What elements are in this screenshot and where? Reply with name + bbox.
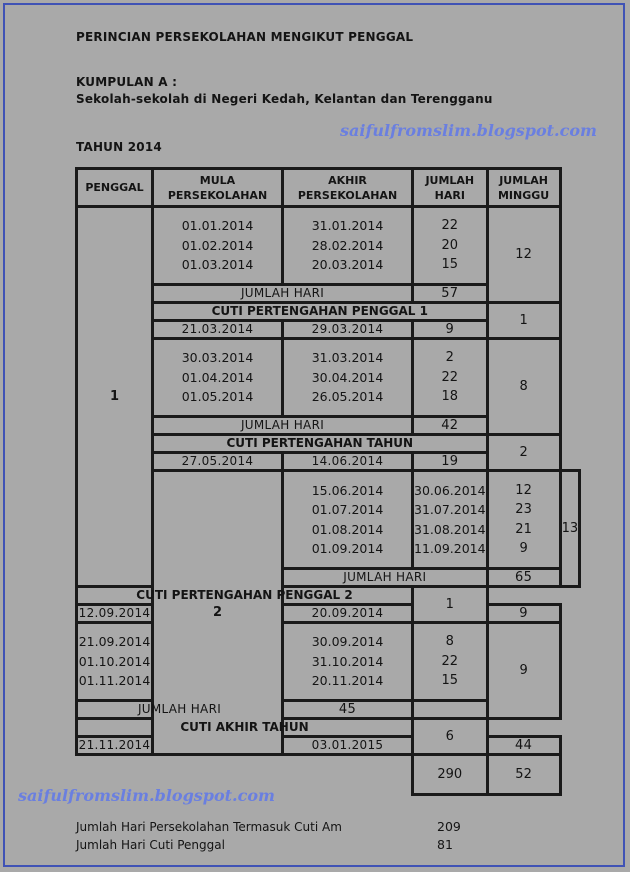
block-row bbox=[77, 623, 580, 701]
end-dates: 30.09.2014 31.10.2014 20.11.2014 bbox=[283, 623, 413, 701]
total-days: 65 bbox=[487, 569, 560, 587]
header-penggal: PENGGAL bbox=[77, 169, 153, 207]
weeks-cell: 12 bbox=[487, 207, 560, 303]
term-cell: 2 bbox=[153, 471, 283, 755]
page-title: PERINCIAN PERSEKOLAHAN MENGIKUT PENGGAL bbox=[76, 30, 414, 44]
header-jumlah-minggu: JUMLAH MINGGU bbox=[487, 169, 560, 207]
group-label: KUMPULAN A : bbox=[76, 75, 178, 89]
term-cell: 1 bbox=[77, 207, 153, 587]
year-label: TAHUN 2014 bbox=[76, 140, 162, 154]
weeks-cell: 1 bbox=[413, 587, 488, 623]
header-row bbox=[77, 169, 580, 207]
break-title-row bbox=[77, 303, 580, 321]
total-days: 57 bbox=[413, 285, 488, 303]
break-start: 12.09.2014 bbox=[77, 605, 153, 623]
summary-value: 81 bbox=[437, 837, 453, 852]
total-days: 42 bbox=[413, 417, 488, 435]
group-description: Sekolah-sekolah di Negeri Kedah, Kelantan dan Terengganu bbox=[76, 92, 493, 106]
header-mula: MULA PERSEKOLAHAN bbox=[153, 169, 283, 207]
header-jumlah-hari: JUMLAH HARI bbox=[413, 169, 488, 207]
jumlah-hari-label: JUMLAH HARI bbox=[283, 569, 488, 587]
break-days: 44 bbox=[487, 737, 560, 755]
end-dates: 31.03.2014 30.04.2014 26.05.2014 bbox=[283, 339, 413, 417]
break-row bbox=[77, 605, 580, 623]
break-title: CUTI PERTENGAHAN PENGGAL 1 bbox=[153, 303, 488, 321]
header-akhir: AKHIR PERSEKOLAHAN bbox=[283, 169, 413, 207]
start-dates: 30.03.2014 01.04.2014 01.05.2014 bbox=[153, 339, 283, 417]
break-start: 21.11.2014 bbox=[77, 737, 153, 755]
school-calendar-table bbox=[75, 167, 581, 796]
start-dates: 01.01.2014 01.02.2014 01.03.2014 bbox=[153, 207, 283, 285]
break-end: 20.09.2014 bbox=[283, 605, 413, 623]
start-dates: 21.09.2014 01.10.2014 01.11.2014 bbox=[77, 623, 153, 701]
break-row bbox=[77, 737, 580, 755]
break-end: 14.06.2014 bbox=[283, 453, 413, 471]
block-row bbox=[77, 471, 580, 569]
day-counts: 12 23 21 9 bbox=[487, 471, 560, 569]
break-title: CUTI AKHIR TAHUN bbox=[77, 719, 413, 737]
weeks-cell: 13 bbox=[560, 471, 580, 587]
break-title-row bbox=[77, 587, 580, 605]
jumlah-hari-label: JUMLAH HARI bbox=[77, 701, 283, 719]
total-days: 45 bbox=[283, 701, 413, 719]
break-end: 03.01.2015 bbox=[283, 737, 413, 755]
watermark-bottom: saifulfromslim.blogspot.com bbox=[18, 786, 275, 805]
break-start: 21.03.2014 bbox=[153, 321, 283, 339]
end-dates: 31.01.2014 28.02.2014 20.03.2014 bbox=[283, 207, 413, 285]
weeks-cell: 2 bbox=[487, 435, 560, 471]
start-dates: 15.06.2014 01.07.2014 01.08.2014 01.09.2014 bbox=[283, 471, 413, 569]
weeks-cell: 1 bbox=[487, 303, 560, 339]
watermark-top: saifulfromslim.blogspot.com bbox=[340, 121, 597, 140]
break-title: CUTI PERTENGAHAN TAHUN bbox=[153, 435, 488, 453]
break-title-row bbox=[77, 435, 580, 453]
day-counts: 8 22 15 bbox=[413, 623, 488, 701]
weeks-cell: 6 bbox=[413, 719, 488, 755]
summary-label: Jumlah Hari Persekolahan Termasuk Cuti Am bbox=[76, 820, 342, 834]
grand-total-weeks: 52 bbox=[487, 755, 560, 795]
break-end: 29.03.2014 bbox=[283, 321, 413, 339]
grand-total-days: 290 bbox=[413, 755, 488, 795]
block-row bbox=[77, 207, 580, 285]
jumlah-hari-label: JUMLAH HARI bbox=[153, 285, 413, 303]
summary-label: Jumlah Hari Cuti Penggal bbox=[76, 838, 225, 852]
break-title: CUTI PERTENGAHAN PENGGAL 2 bbox=[77, 587, 413, 605]
break-days: 9 bbox=[487, 605, 560, 623]
break-days: 19 bbox=[413, 453, 488, 471]
jumlah-hari-label: JUMLAH HARI bbox=[153, 417, 413, 435]
break-days: 9 bbox=[413, 321, 488, 339]
block-row bbox=[77, 339, 580, 417]
break-title-row bbox=[77, 719, 580, 737]
break-start: 27.05.2014 bbox=[153, 453, 283, 471]
weeks-cell: 8 bbox=[487, 339, 560, 435]
summary-value: 209 bbox=[437, 819, 461, 834]
day-counts: 22 20 15 bbox=[413, 207, 488, 285]
day-counts: 2 22 18 bbox=[413, 339, 488, 417]
weeks-cell: 9 bbox=[487, 623, 560, 719]
end-dates: 30.06.2014 31.07.2014 31.08.2014 11.09.2014 bbox=[413, 471, 488, 569]
